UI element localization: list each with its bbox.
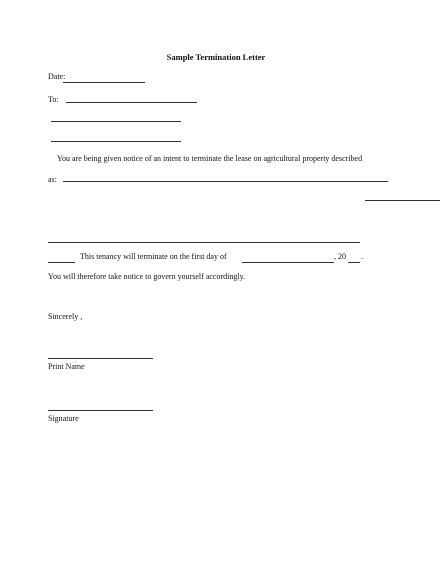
property-description-line-1[interactable] bbox=[63, 181, 388, 182]
property-description-line-3[interactable] bbox=[48, 242, 360, 243]
termination-date-line[interactable] bbox=[242, 262, 334, 263]
to-field-line-2[interactable] bbox=[51, 121, 181, 122]
tenancy-prefix-line[interactable] bbox=[48, 262, 75, 263]
tenancy-text: This tenancy will terminate on the first day of bbox=[80, 252, 227, 261]
to-label: To: bbox=[48, 95, 59, 104]
year-prefix: , 20 bbox=[334, 252, 346, 261]
to-field-line-1[interactable] bbox=[66, 102, 197, 103]
signature-line[interactable] bbox=[48, 410, 153, 411]
body-paragraph: You are being given notice of an intent to terminate the lease on agricultural property described bbox=[57, 154, 363, 163]
print-name-line[interactable] bbox=[48, 358, 153, 359]
letter-title: Sample Termination Letter bbox=[166, 52, 266, 62]
to-field-line-3[interactable] bbox=[51, 141, 181, 142]
date-label: Date: bbox=[48, 72, 66, 81]
signature-label: Signature bbox=[48, 414, 79, 423]
year-suffix: . bbox=[361, 252, 363, 261]
date-field-line[interactable] bbox=[63, 82, 145, 83]
year-field-line[interactable] bbox=[348, 262, 360, 263]
closing-text: Sincerely , bbox=[48, 312, 83, 321]
print-name-label: Print Name bbox=[48, 362, 85, 371]
as-label: as: bbox=[48, 175, 57, 184]
notice-text: You will therefore take notice to govern yourself accordingly. bbox=[48, 272, 246, 281]
property-description-line-2[interactable] bbox=[365, 200, 440, 201]
